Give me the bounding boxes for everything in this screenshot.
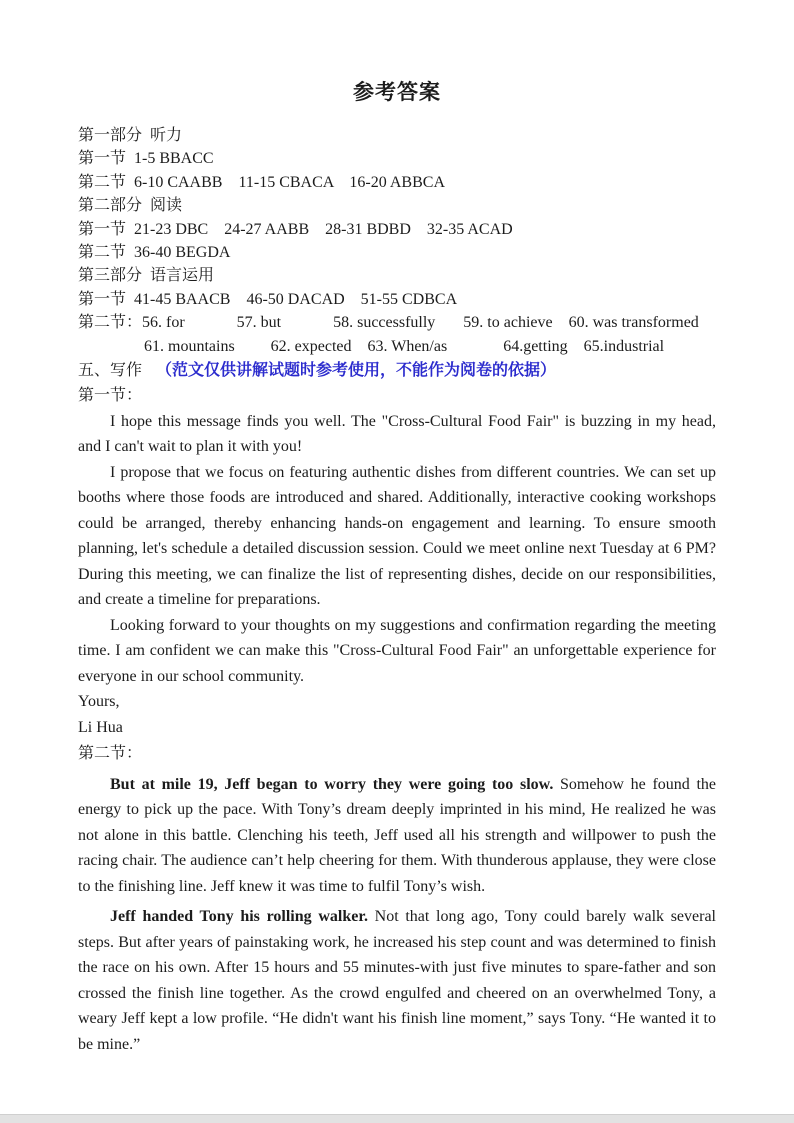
answer-section (78, 124, 716, 358)
page-bottom-edge (0, 1114, 794, 1123)
writing-heading (78, 359, 716, 382)
letter-paragraph-1: I hope this message finds you well. The "Cross-Cultural Food Fair" is buzzing in my head, and I can't wait to plan it with you! (78, 412, 716, 456)
story-paragraph-1-bold-lead: But at mile 19, Jeff began to worry they were going too slow. (110, 775, 554, 793)
answer-line-language-2: 第二节：56. for 57. but 58. successfully 59. to achieve 60. was transformed (78, 314, 699, 332)
story-paragraph-2-bold-lead: Jeff handed Tony his rolling walker. (110, 908, 368, 926)
letter-paragraph-3: Looking forward to your thoughts on my suggestions and confirmation regarding the meeting time. I am confident we can make this "Cross-Cultural Food Fair" an unforgettable experience for everyone in our school community. (78, 616, 716, 685)
answer-line-part1: 第一部分 听力 (78, 127, 183, 144)
section1-label: 第一节： (78, 387, 143, 405)
answer-line-listening-1: 第一节 1-5 BBACC (78, 150, 214, 168)
answer-line-language-1: 第一节 41-45 BAACB 46-50 DACAD 51-55 CDBCA (78, 290, 458, 308)
section2-label: 第二节： (78, 745, 143, 763)
answer-line-listening-2: 第二节 6-10 CAABB 11-15 CBACA 16-20 ABBCA (78, 173, 446, 191)
answer-line-reading-1: 第一节 21-23 DBC 24-27 AABB 28-31 BDBD 32-35 ACAD (78, 220, 513, 238)
answer-line-language-2-continued: 61. mountains 62. expected 63. When/as 64.getting 65.industrial (144, 337, 665, 355)
story-paragraph-1-body: Somehow he found the energy to pick up the pace. With Tony’s dream deeply imprinted in his mind, He realized he was not alone in this battle. Clenching his teeth, Jeff used all his strength and willpower to push the racing chair. The audience can’t help cheering for them. With thunderous applause, they were close to the finishing line. Jeff knew it was time to fulfil Tony’s wish. (78, 775, 716, 895)
answer-line-part3: 第三部分 语言运用 (78, 267, 215, 285)
closing-name: Li Hua (78, 718, 123, 736)
letter-paragraph-2: I propose that we focus on featuring authentic dishes from different countries. We can set up booths where those foods are introduced and shared. Additionally, interactive cooking workshops could be arranged, thereby enhancing hands-on engagement and learning. To ensure smooth planning, let's schedule a detailed discussion session. Could we meet online next Tuesday at 6 PM? During this meeting, we can finalize the list of representing dishes, decide on our responsibilities, and create a timeline for preparations. (78, 463, 716, 609)
writing-heading-note: （范文仅供讲解试题时参考使用，不能作为阅卷的依据） (156, 362, 557, 380)
answer-line-reading-2: 第二节 36-40 BEGDA (78, 244, 231, 262)
writing-heading-label: 五、写作 (78, 362, 143, 380)
closing-yours: Yours, (78, 693, 120, 711)
story-paragraph-2-body: Not that long ago, Tony could barely walk several steps. But after years of painstaking work, he increased his step count and was determined to finish the race on his own. After 15 hours and 55 minutes-with just five minutes to spare-father and son crossed the finish line together. As the crowd engulfed and cheered on an overwhelmed Tony, a weary Jeff kept a low profile. “He didn't want his finish line moment,” says Tony. “He wanted it to be mine.” (78, 908, 717, 1053)
page-title: 参考答案 (353, 80, 441, 104)
story-paragraph-1 (78, 772, 716, 900)
answer-line-part2: 第二部分 阅读 (78, 197, 183, 215)
story-paragraph-2 (78, 904, 716, 1057)
